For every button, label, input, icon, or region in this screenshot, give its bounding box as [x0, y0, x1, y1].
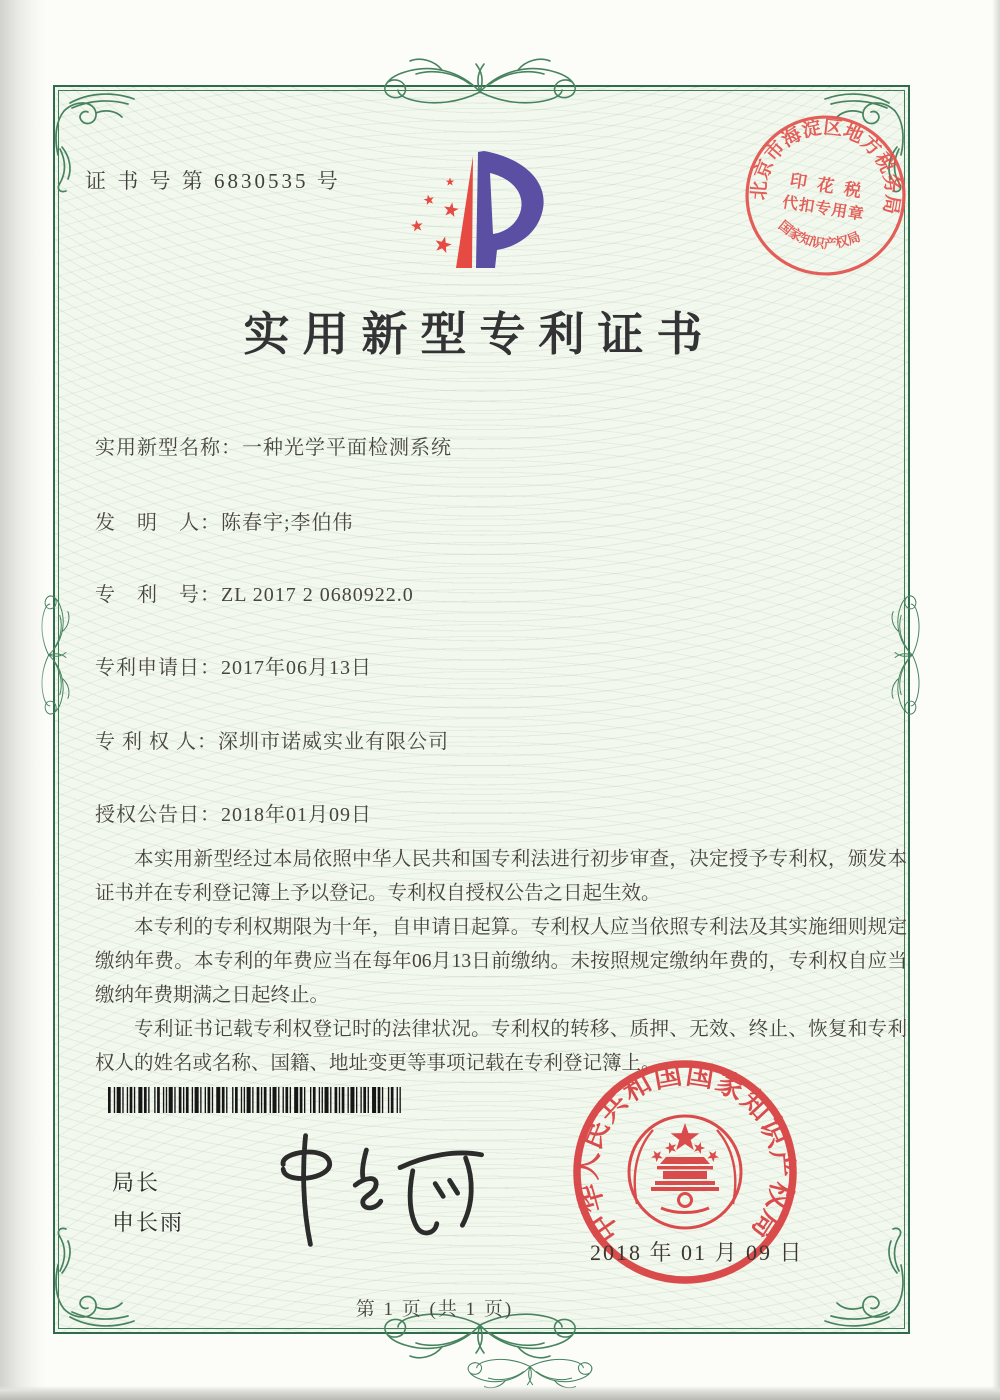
field-label: 授权公告日： [95, 804, 221, 826]
field-value: ZL 2017 2 0680922.0 [221, 584, 414, 606]
page-number: 第 1 页 (共 1 页) [355, 1299, 514, 1320]
scan-bottom-edge [0, 1386, 1000, 1400]
field-label: 专利申请日： [95, 657, 221, 679]
svg-text:国家知识产权局 [774, 216, 865, 257]
field-label: 发 明 人： [95, 512, 221, 534]
field-value: 一种光学平面检测系统 [242, 437, 452, 459]
national-emblem [629, 1116, 741, 1228]
tax-stamp-line2: 代扣专用章 [781, 194, 866, 224]
paragraph-grant: 本实用新型经过本局依照中华人民共和国专利法进行初步审查，决定授予专利权，颁发本证书并在专利登记簿上予以登记。专利权自授权公告之日起生效。 [95, 849, 907, 904]
field-value: 2017年06月13日 [221, 657, 372, 679]
logo-red-wedge [456, 156, 473, 268]
seal-ring-text: 中华人民共和国国家知识产权局 [572, 1059, 798, 1248]
cnipa-logo [398, 147, 568, 282]
signer-name: 申长雨 [112, 1210, 185, 1235]
field-value: 陈春宇;李伯伟 [221, 512, 354, 534]
tax-stamp [733, 103, 918, 288]
tax-stamp-arc-bottom: 国家知识产权局 [775, 217, 863, 252]
certificate-number: 证 书 号 第 6830535 号 [85, 169, 341, 193]
signature [256, 1126, 496, 1254]
field-filing-date [95, 651, 372, 680]
svg-text:中华人民共和国国家知识产权局 [571, 1058, 799, 1247]
field-label: 专 利 权 人： [95, 731, 218, 753]
legal-text [95, 843, 907, 1081]
field-label: 实用新型名称： [95, 437, 242, 459]
field-inventor [95, 506, 354, 535]
top-border-ornament [350, 50, 610, 120]
field-patent-number [95, 578, 414, 607]
field-patentee [95, 725, 449, 754]
seal-date: 2018 年 01 月 09 日 [590, 1240, 804, 1265]
logo-purple-p [476, 151, 544, 268]
field-grant-date [95, 798, 372, 827]
right-border-ornament [886, 574, 929, 735]
paragraph-register: 专利证书记载专利权登记时的法律状况。专利权的转移、质押、无效、终止、恢复和专利权人的姓名或名称、国籍、地址变更等事项记载在专利登记簿上。 [95, 1019, 907, 1074]
scan-left-edge [0, 0, 46, 1400]
signer-title: 局长 [112, 1170, 161, 1195]
scan-right-edge [992, 0, 1000, 1400]
tax-stamp-arc-top: 北京市海淀区地方税务局 [748, 117, 903, 217]
barcode [106, 1087, 406, 1113]
field-label: 专 利 号： [95, 584, 221, 606]
field-utility-model-name [95, 431, 452, 460]
field-value: 2018年01月09日 [221, 804, 372, 826]
tax-stamp-line1: 印 花 税 [788, 170, 866, 202]
paragraph-term: 本专利的专利权期限为十年，自申请日起算。专利权人应当依照专利法及其实施细则规定缴纳年费。本专利的年费应当在每年06月13日前缴纳。未按照规定缴纳年费的，专利权自应当缴纳年费期满之日起终止。 [95, 917, 907, 1006]
field-value: 深圳市诺威实业有限公司 [218, 731, 449, 753]
certificate-title: 实用新型专利证书 [243, 309, 716, 360]
